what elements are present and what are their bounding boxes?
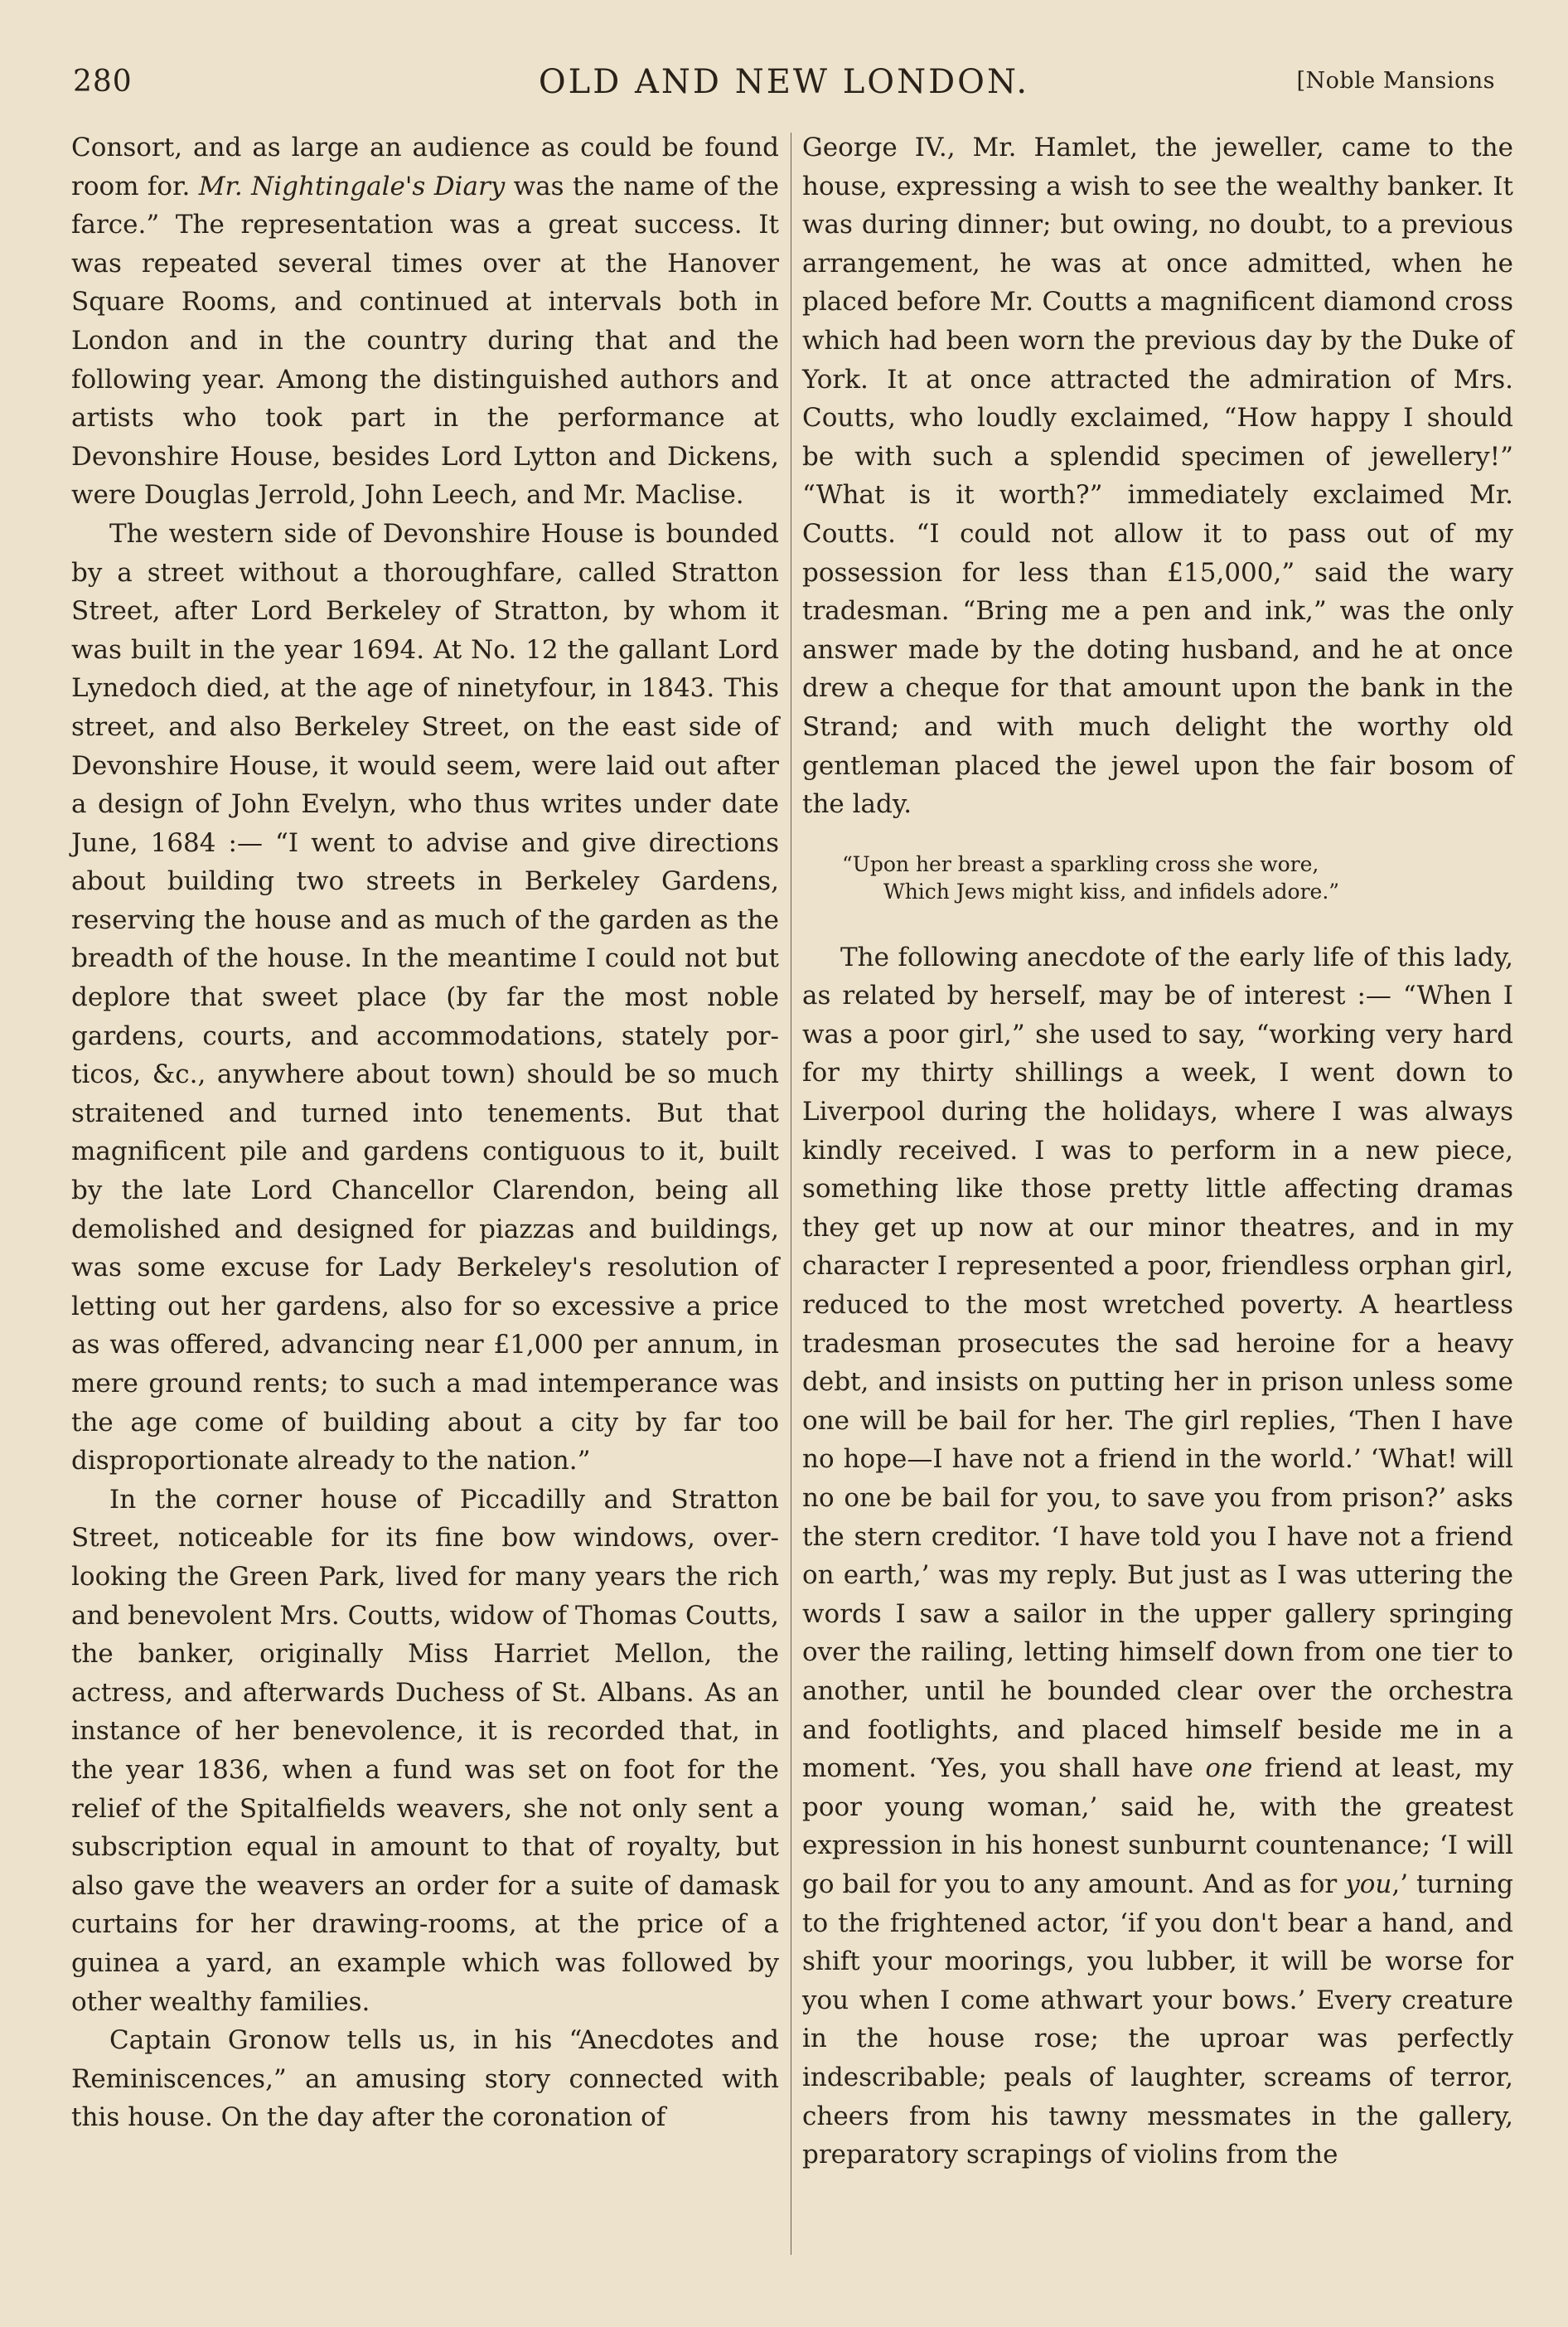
- paragraph: Captain Gronow tells us, in his “Anecdotes and Reminiscences,” an amusing story connected with this house. On the day after the coronation of: [71, 2025, 779, 2133]
- paragraph: The western side of Devonshire House is bounded by a street without a thoroughfare, called Stratton Street, after Lord Berkeley of Stratton, by whom it was built in the year 1694. At No. 12 the gallant Lord Lynedoch died, at the age of ninetyfour, in 1843. This street, and also Berkeley Street, on the east side of Devonshire House, it would seem, were laid out after a design of John Evelyn, who thus writes under date June, 1684 :— “I went to advise and give directions about building two streets in Berkeley Gardens, reserving the house and as much of the garden as the breadth of the house. In the meantime I could not but deplore that sweet place (by far the most noble gardens, courts, and accommodations, stately porticos, &c., anywhere about town) should be so much straitened and turned into tenements. But that magnificent pile and gardens contiguous to it, built by the late Lord Chancellor Clarendon, being all demolished and designed for piazzas and buildings, was some excuse for Lady Berkeley's resolution of letting out her gardens, also for so excessive a price as was offered, advancing near £1,000 per annum, in mere ground rents; to such a mad intemperance was the age come of building about a city by far too disproportionate already to the nation.”: [71, 518, 779, 1476]
- page-header: [73, 60, 1495, 109]
- paragraph: In the corner house of Piccadilly and Stratton Street, noticeable for its fine bow windows, overlooking the Green Park, lived for many years the rich and benevolent Mrs. Coutts, widow of Thomas Coutts, the banker, originally Miss Harriet Mellon, the actress, and afterwards Duchess of St. Albans. As an instance of her benevolence, it is recorded that, in the year 1836, when a fund was set on foot for the relief of the Spitalfields weavers, she not only sent a subscription equal in amount to that of royalty, but also gave the weavers an order for a suite of damask curtains for her drawing-rooms, at the price of a guinea a yard, an example which was followed by other wealthy families.: [71, 1484, 779, 2017]
- section-title: [Noble Mansions: [1296, 68, 1495, 94]
- left-column: [71, 128, 779, 2137]
- italic-text: one: [1205, 1753, 1253, 1784]
- verse-quote: [802, 851, 1513, 905]
- italic-text: Mr. Nightingale's Diary: [198, 171, 506, 201]
- paragraph: The following anecdote of the early life of this lady, as related by herself, may be of interest :— “When I was a poor girl,” she used to say, “working very hard for my thirty shillings a week, I went down to Liverpool during the holidays, where I was always kindly received. I was to perform in a new piece, something like those pretty little affecting dramas they get up now at our minor theatres, and in my character I represented a poor, friendless orphan girl, reduced to the most wretched poverty. A heartless tradesman prosecutes the sad heroine for a heavy debt, and insists on putting her in prison unless some one will be bail for her. The girl replies, ‘Then I have no hope—I have not a friend in the world.’ ‘What! will no one be bail for you, to save you from prison?’ asks the stern creditor. ‘I have told you I have not a friend on earth,’ was my reply. But just as I was uttering the words I saw a sailor in the upper gallery springing over the railing, letting himself down from one tier to another, until he bounded clear over the orchestra and footlights, and placed himself beside me in a moment. ‘Yes, you shall have one friend at least, my poor young woman,’ said he, with the greatest expression in his honest sunburnt countenance; ‘I will go bail for you to any amount. And as for you,’ turning to the frightened actor, ‘if you don't bear a hand, and shift your moorings, you lubber, it will be worse for you when I come athwart your bows.’ Every creature in the house rose; the uproar was perfectly indescribable; peals of laughter, screams of terror, cheers from his tawny messmates in the gallery, preparatory scrapings of violins from the: [802, 942, 1513, 2170]
- page-number: 280: [73, 65, 133, 99]
- verse-line: “Upon her breast a sparkling cross she wore,: [842, 851, 1319, 876]
- paragraph: George IV., Mr. Hamlet, the jeweller, came to the house, expressing a wish to see the wealthy banker. It was during dinner; but owing, no doubt, to a previous arrangement, he was at once admitted, when he placed before Mr. Coutts a magnificent diamond cross which had been worn the previous day by the Duke of York. It at once attracted the admiration of Mrs. Coutts, who loudly exclaimed, “How happy I should be with such a splendid specimen of jewellery!” “What is it worth?” immediately exclaimed Mr. Coutts. “I could not allow it to pass out of my possession for less than £15,000,” said the wary tradesman. “Bring me a pen and ink,” was the only answer made by the doting husband, and he at once drew a cheque for that amount upon the bank in the Strand; and with much delight the worthy old gentleman placed the jewel upon the fair bosom of the lady.: [802, 133, 1513, 820]
- running-title: OLD AND NEW LONDON.: [538, 63, 1030, 101]
- paragraph: Consort, and as large an audience as could be found room for. Mr. Nightingale's Diary was the name of the farce.” The representation was a great success. It was repeated several times over at the Hanover Square Rooms, and continued at intervals both in London and in the country during that and the following year. Among the distinguished authors and artists who took part in the performance at Devonshire House, besides Lord Lytton and Dickens, were Douglas Jerrold, John Leech, and Mr. Maclise.: [71, 133, 779, 511]
- italic-text: you: [1345, 1869, 1392, 1899]
- right-column: [802, 128, 1513, 2174]
- verse-line: Which Jews might kiss, and infidels adore.”: [883, 879, 1340, 904]
